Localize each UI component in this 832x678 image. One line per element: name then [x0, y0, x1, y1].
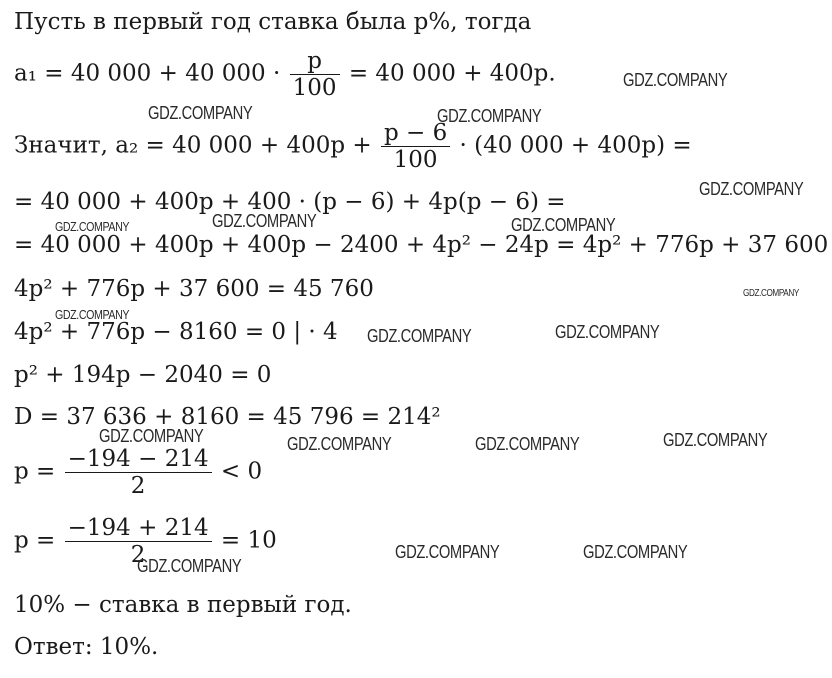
watermark: GDZ.COMPANY — [583, 542, 688, 562]
formula-a1 — [14, 48, 556, 101]
formula-line-8 — [14, 361, 271, 389]
watermark: GDZ.COMPANY — [55, 219, 130, 234]
formula-line-6 — [14, 275, 374, 303]
watermark: GDZ.COMPANY — [212, 211, 317, 231]
fraction-root-1 — [65, 446, 212, 499]
watermark: GDZ.COMPANY — [475, 434, 580, 454]
watermark: GDZ.COMPANY — [699, 179, 804, 199]
intro-text: Пусть в первый год ставка была p%, тогда — [14, 9, 532, 35]
fraction-p-minus-6-over-100 — [381, 120, 450, 173]
answer-text: Ответ: 10%. — [14, 634, 159, 660]
fraction-numerator: −194 − 214 — [67, 446, 209, 472]
watermark: GDZ.COMPANY — [367, 326, 472, 346]
formula-expansion: = 40 000 + 400p + 400 · (p − 6) + 4p(p − 6) = — [14, 189, 566, 215]
formula-line-5 — [14, 231, 828, 259]
root-1-left: p = — [14, 458, 56, 485]
root-1-right: < 0 — [220, 458, 263, 485]
watermark: GDZ.COMPANY — [663, 430, 768, 450]
conclusion-line — [14, 591, 352, 619]
watermark: GDZ.COMPANY — [555, 322, 660, 342]
fraction-numerator: −194 + 214 — [67, 515, 209, 541]
watermark: GDZ.COMPANY — [137, 556, 242, 576]
formula-a2-left: Значит, a₂ = 40 000 + 400p + — [14, 132, 372, 159]
formula-simplified: = 40 000 + 400p + 400p − 2400 + 4p² − 24p = 4p² + 776p + 37 600 — [14, 232, 829, 258]
formula-a2 — [14, 120, 692, 173]
formula-line-9 — [14, 403, 441, 431]
watermark: GDZ.COMPANY — [395, 542, 500, 562]
equation: 4p² + 776p + 37 600 = 45 760 — [14, 276, 374, 302]
watermark: GDZ.COMPANY — [99, 426, 204, 446]
formula-line-7 — [14, 318, 338, 346]
watermark: GDZ.COMPANY — [55, 307, 130, 322]
watermark: GDZ.COMPANY — [148, 103, 253, 123]
root-1 — [14, 446, 262, 499]
fraction-denominator: 100 — [290, 74, 340, 101]
formula-a1-left: a₁ = 40 000 + 40 000 · — [14, 60, 281, 87]
watermark: GDZ.COMPANY — [743, 288, 799, 299]
fraction-numerator: p − 6 — [383, 120, 448, 146]
discriminant: D = 37 636 + 8160 = 45 796 = 214² — [14, 404, 441, 430]
quadratic-equation: p² + 194p − 2040 = 0 — [14, 362, 272, 388]
equation: 4p² + 776p − 8160 = 0 | · 4 — [14, 319, 338, 345]
watermark: GDZ.COMPANY — [511, 215, 616, 235]
fraction-denominator: 2 — [65, 541, 212, 568]
watermark: GDZ.COMPANY — [287, 434, 392, 454]
root-2-right: = 10 — [220, 527, 277, 554]
watermark: GDZ.COMPANY — [437, 106, 542, 126]
formula-a1-right: = 40 000 + 400p. — [348, 60, 556, 87]
watermark: GDZ.COMPANY — [623, 70, 728, 90]
fraction-denominator: 100 — [381, 146, 450, 173]
answer-line — [14, 633, 158, 661]
text-line-1 — [14, 8, 531, 36]
root-2-left: p = — [14, 527, 56, 554]
conclusion-text: 10% − ставка в первый год. — [14, 592, 352, 618]
fraction-denominator: 2 — [65, 472, 212, 499]
fraction-p-over-100 — [290, 48, 340, 101]
fraction-numerator: p — [307, 48, 322, 74]
formula-a2-right: · (40 000 + 400p) = — [459, 132, 692, 159]
